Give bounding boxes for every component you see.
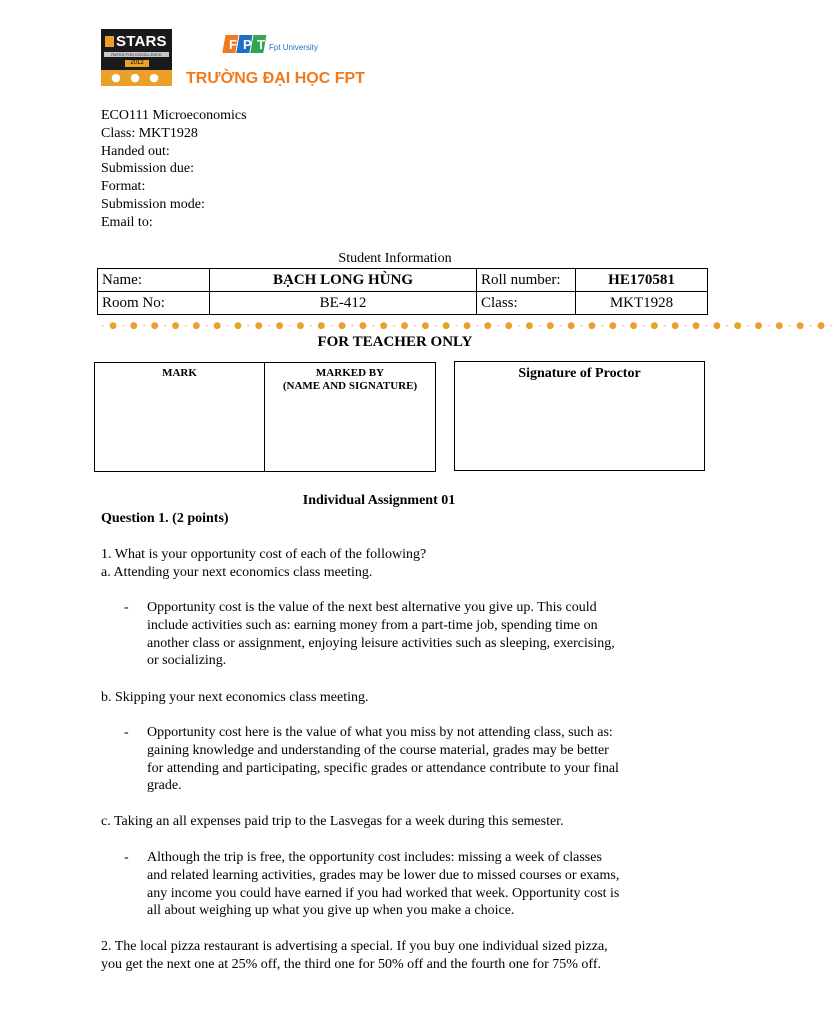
marked-by-sublabel: (NAME AND SIGNATURE)	[282, 380, 418, 392]
fpt-letter-t: T	[257, 37, 265, 52]
fpt-letter-f: F	[229, 37, 237, 52]
mark-cell	[95, 363, 265, 472]
answer-line: Although the trip is free, the opportunity cost includes: missing a week of classes	[147, 850, 602, 865]
class-line: Class: MKT1928	[101, 125, 198, 141]
table-row	[95, 363, 436, 472]
school-name: TRƯỜNG ĐẠI HỌC FPT	[186, 70, 365, 87]
class-value: MKT1928	[576, 292, 708, 315]
stars-tagline: RATED FOR EXCELLENCE	[104, 52, 169, 57]
fpt-university-logo	[224, 32, 344, 62]
question-1-heading: Question 1. (2 points)	[101, 511, 229, 526]
question-1c: c. Taking an all expenses paid trip to the Lasvegas for a week during this semester.	[101, 814, 564, 829]
stars-square-icon	[105, 36, 114, 47]
roll-value: HE170581	[576, 269, 708, 292]
bullet-dash: -	[124, 725, 129, 740]
stars-dots: ● ● ●	[111, 71, 162, 84]
email-to-line: Email to:	[101, 214, 153, 230]
question-1a: a. Attending your next economics class meeting.	[101, 565, 373, 580]
mark-label: MARK	[162, 367, 197, 379]
bullet-dash: -	[124, 600, 129, 615]
answer-line: gaining knowledge and understanding of the course material, grades may be better	[147, 742, 609, 758]
class-label: Class:	[477, 292, 576, 315]
answer-line: for attending and participating, specific grades or attendance contribute to your final	[147, 760, 619, 776]
stars-word: STARS	[116, 33, 167, 50]
student-info-title: Student Information	[338, 251, 452, 266]
answer-line: Opportunity cost here is the value of what you miss by not attending class, such as:	[147, 725, 613, 740]
handed-out-line: Handed out:	[101, 143, 170, 159]
answer-line: any income you could have earned if you had worked that week. Opportunity cost is	[147, 885, 620, 901]
teacher-only-title: FOR TEACHER ONLY	[317, 334, 473, 350]
assignment-header	[101, 107, 501, 232]
answer-line: all about weighing up what you give up when you make a choice.	[147, 903, 515, 919]
stars-rating-logo	[101, 29, 172, 86]
course-name: ECO111 Microeconomics	[101, 108, 247, 123]
stars-year: 2012	[125, 60, 149, 67]
answer-line: grade.	[147, 778, 182, 794]
student-info-table	[97, 268, 708, 315]
table-row	[98, 292, 708, 315]
question-2-line: 2. The local pizza restaurant is advertising a special. If you buy one individual sized pizza,	[101, 939, 608, 954]
answer-line: include activities such as: earning money from a part-time job, spending time on	[147, 617, 598, 633]
submission-due-line: Submission due:	[101, 161, 194, 177]
answer-line: or socializing.	[147, 653, 227, 669]
question-1b: b. Skipping your next economics class meeting.	[101, 690, 369, 705]
teacher-mark-table	[94, 362, 436, 472]
question-1-intro: 1. What is your opportunity cost of each of the following?	[101, 547, 427, 562]
fpt-letter-p: P	[243, 37, 252, 52]
bullet-dash: -	[124, 850, 129, 865]
format-line: Format:	[101, 179, 146, 195]
room-label: Room No:	[98, 292, 210, 315]
table-row	[98, 269, 708, 292]
proctor-signature-box	[454, 361, 705, 471]
answer-line: another class or assignment, enjoying leisure activities such as sleeping, exercising,	[147, 635, 615, 651]
roll-label: Roll number:	[477, 269, 576, 292]
fpt-university-text: Fpt University	[269, 43, 318, 52]
assignment-title: Individual Assignment 01	[302, 493, 456, 508]
answer-line: and related learning activities, grades may be lower due to missed courses or exams,	[147, 867, 620, 883]
marked-by-cell	[265, 363, 436, 472]
question-2-line: you get the next one at 25% off, the third one for 50% off and the fourth one for 75% off.	[101, 957, 601, 972]
name-label: Name:	[98, 269, 210, 292]
marked-by-label: MARKED BY	[315, 367, 385, 379]
room-value: BE-412	[210, 292, 477, 315]
cut-line-divider: - ● - ● - ● - ● - ● - ● - ● - ● - ● - ● - ● - ● - ● - ● - ● - ● - ● - ● - ● - ● - ● - ● - ● - ● - ● - ● - ● - ● - ● - ● - ● - ● - ● - ● - ● -	[101, 321, 834, 331]
proctor-label: Signature of Proctor	[518, 366, 641, 381]
answer-line: Opportunity cost is the value of the next best alternative you give up. This could	[147, 600, 597, 615]
submission-mode-line: Submission mode:	[101, 196, 205, 212]
name-value: BẠCH LONG HÙNG	[210, 269, 477, 292]
